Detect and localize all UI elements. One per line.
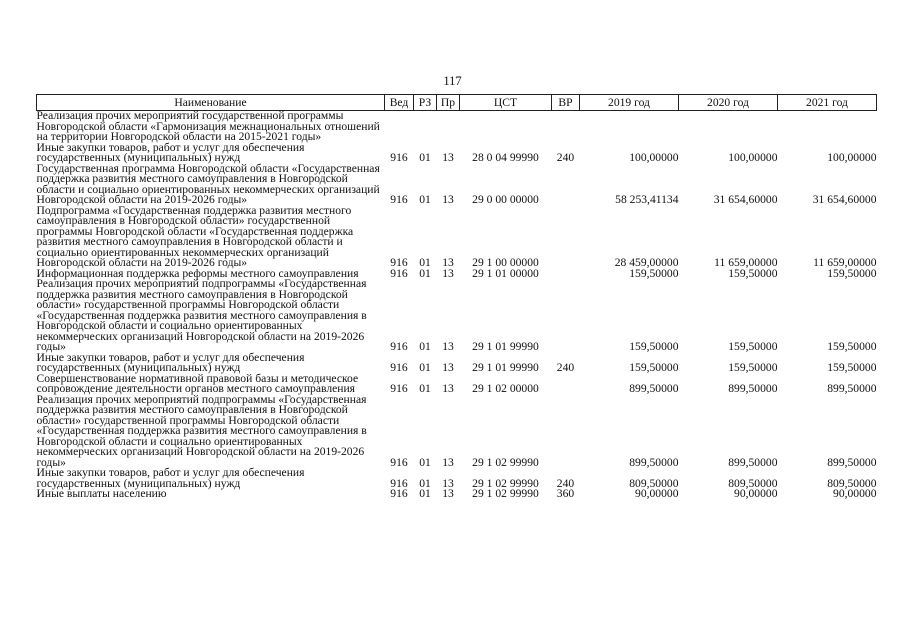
row-ved: 916 bbox=[390, 151, 408, 164]
row-rz: 01 bbox=[419, 193, 431, 206]
table-row bbox=[37, 164, 877, 206]
row-pr: 13 bbox=[442, 266, 454, 280]
row-cst: 29 1 01 00000 bbox=[472, 266, 539, 280]
row-name: Реализация прочих мероприятий подпрограммы «Государственная поддержка развития местного самоуправления в Новгородской области» государственной программы Новгородской области «Государственная поддержка развития местного самоуправления в Новгородской области и социально ориентированных некоммерческих организаций Новгородской области на 2019-2026 годы» bbox=[36, 277, 367, 353]
row-rz: 01 bbox=[419, 476, 431, 490]
row-rz: 01 bbox=[419, 361, 431, 374]
row-name: Государственная программа Новгородской области «Государственная поддержка развития местного самоуправления в Новгородской области и социально ориентированных некоммерческих организаций Новгородской области на 2019-2026 годы» bbox=[36, 161, 380, 206]
row-2021: 159,50000 bbox=[827, 361, 877, 374]
row-2019: 899,50000 bbox=[629, 382, 679, 395]
row-ved: 916 bbox=[390, 256, 408, 269]
budget-table bbox=[36, 94, 877, 500]
row-2019: 159,50000 bbox=[629, 266, 679, 280]
column-header-2019: 2019 год bbox=[580, 95, 679, 111]
row-vr: 240 bbox=[556, 361, 575, 374]
row-ved: 916 bbox=[390, 476, 408, 490]
column-header-ved: Вед bbox=[385, 95, 414, 111]
table-row bbox=[37, 143, 877, 164]
row-pr: 13 bbox=[442, 476, 454, 490]
row-name: Иные закупки товаров, работ и услуг для обеспечения государственных (муниципальных) нужд bbox=[36, 466, 305, 490]
row-2019: 28 459,00000 bbox=[614, 256, 679, 269]
row-ved: 916 bbox=[390, 193, 408, 206]
table-row bbox=[37, 468, 877, 489]
column-header-2020: 2020 год bbox=[679, 95, 778, 111]
row-vr bbox=[552, 206, 580, 269]
row-cst: 28 0 04 99990 bbox=[472, 151, 539, 164]
table-row bbox=[37, 374, 877, 395]
row-2019: 100,00000 bbox=[629, 151, 679, 164]
row-2021 bbox=[778, 111, 877, 143]
row-pr: 13 bbox=[442, 340, 454, 353]
row-rz: 01 bbox=[419, 151, 431, 164]
row-pr: 13 bbox=[442, 193, 454, 206]
row-name: Иные закупки товаров, работ и услуг для обеспечения государственных (муниципальных) нужд bbox=[36, 140, 305, 164]
row-ved: 916 bbox=[390, 361, 408, 374]
row-2021: 90,00000 bbox=[833, 487, 877, 500]
row-2019: 159,50000 bbox=[629, 340, 679, 353]
row-name: Иные выплаты населению bbox=[36, 487, 167, 500]
row-vr bbox=[552, 269, 580, 280]
column-header-name: Наименование bbox=[37, 95, 385, 111]
row-pr: 13 bbox=[442, 382, 454, 395]
table-row bbox=[37, 111, 877, 143]
row-name: Совершенствование нормативной правовой базы и методическое сопровождение деятельности органов местного самоуправления bbox=[36, 371, 359, 395]
row-name: Реализация прочих мероприятий государственной программы Новгородской области «Гармонизация межнациональных отношений на территории Новгородской области на 2015-2021 годы» bbox=[36, 109, 380, 143]
row-ved: 916 bbox=[390, 266, 408, 280]
row-2020: 899,50000 bbox=[728, 455, 778, 469]
row-cst: 29 1 02 00000 bbox=[472, 382, 539, 395]
column-header-2021: 2021 год bbox=[778, 95, 877, 111]
row-2021: 159,50000 bbox=[827, 266, 877, 280]
row-2019: 90,00000 bbox=[635, 487, 679, 500]
row-rz: 01 bbox=[419, 340, 431, 353]
row-2020: 159,50000 bbox=[728, 361, 778, 374]
row-vr: 240 bbox=[556, 476, 575, 490]
column-header-cst: ЦСТ bbox=[460, 95, 552, 111]
row-2021: 159,50000 bbox=[827, 340, 877, 353]
row-vr: 360 bbox=[556, 487, 575, 500]
row-2020: 159,50000 bbox=[728, 340, 778, 353]
row-ved: 916 bbox=[390, 455, 408, 469]
row-name: Реализация прочих мероприятий подпрограммы «Государственная поддержка развития местного самоуправления в Новгородской области» государственной программы Новгородской области «Государственная поддержка развития местного самоуправления в Новгородской области и социально ориентированных некоммерческих организаций Новгородской области на 2019-2026 годы» bbox=[36, 392, 367, 469]
row-2020 bbox=[679, 111, 778, 143]
row-name: Иные закупки товаров, работ и услуг для обеспечения государственных (муниципальных) нужд bbox=[36, 350, 305, 374]
page-number: 117 bbox=[443, 74, 462, 88]
row-pr bbox=[437, 111, 460, 143]
column-header-pr: Пр bbox=[437, 95, 460, 111]
row-2021: 899,50000 bbox=[827, 455, 877, 469]
row-rz bbox=[414, 111, 437, 143]
row-rz: 01 bbox=[419, 455, 431, 469]
row-rz: 01 bbox=[419, 266, 431, 280]
row-pr: 13 bbox=[442, 487, 454, 500]
row-cst: 29 1 02 99990 bbox=[472, 487, 539, 500]
row-2021: 809,50000 bbox=[827, 476, 877, 490]
row-rz: 01 bbox=[419, 382, 431, 395]
row-vr bbox=[552, 374, 580, 395]
row-vr bbox=[552, 395, 580, 469]
row-cst: 29 0 00 00000 bbox=[472, 193, 539, 206]
row-ved: 916 bbox=[390, 382, 408, 395]
row-2020: 159,50000 bbox=[728, 266, 778, 280]
row-cst: 29 1 00 00000 bbox=[472, 256, 539, 269]
row-2019: 159,50000 bbox=[629, 361, 679, 374]
row-2021: 31 654,60000 bbox=[812, 193, 877, 206]
row-ved: 916 bbox=[390, 340, 408, 353]
row-rz: 01 bbox=[419, 256, 431, 269]
table-row bbox=[37, 206, 877, 269]
row-vr bbox=[552, 111, 580, 143]
row-2019: 899,50000 bbox=[629, 455, 679, 469]
row-cst: 29 1 02 99990 bbox=[472, 476, 539, 490]
row-vr bbox=[552, 164, 580, 206]
row-cst bbox=[460, 111, 552, 143]
row-2020: 100,00000 bbox=[728, 151, 778, 164]
row-vr bbox=[552, 279, 580, 353]
row-pr: 13 bbox=[442, 256, 454, 269]
row-pr: 13 bbox=[442, 455, 454, 469]
row-2021: 100,00000 bbox=[827, 151, 877, 164]
row-cst: 29 1 01 99990 bbox=[472, 340, 539, 353]
row-2021: 11 659,00000 bbox=[813, 256, 877, 269]
row-2020: 11 659,00000 bbox=[714, 256, 778, 269]
row-cst: 29 1 01 99990 bbox=[472, 361, 539, 374]
row-2019: 58 253,41134 bbox=[615, 193, 679, 206]
row-vr: 240 bbox=[556, 151, 575, 164]
table-row bbox=[37, 489, 877, 500]
row-name: Подпрограмма «Государственная поддержка развития местного самоуправления в Новгородской области» государственной программы Новгородской области «Государственная поддержка развития местного самоуправления в Новгородской области и социально ориентированных некоммерческих организаций Новгородской области на 2019-2026 годы» bbox=[36, 203, 354, 269]
column-header-rz: РЗ bbox=[414, 95, 437, 111]
row-rz: 01 bbox=[419, 487, 431, 500]
row-cst: 29 1 02 99990 bbox=[472, 455, 539, 469]
table-row bbox=[37, 395, 877, 469]
row-pr: 13 bbox=[442, 151, 454, 164]
row-2020: 31 654,60000 bbox=[713, 193, 778, 206]
row-2020: 809,50000 bbox=[728, 476, 778, 490]
row-name: Информационная поддержка реформы местного самоуправления bbox=[36, 266, 359, 280]
row-2020: 90,00000 bbox=[734, 487, 778, 500]
row-ved: 916 bbox=[390, 487, 408, 500]
row-2020: 899,50000 bbox=[728, 382, 778, 395]
row-2021: 899,50000 bbox=[827, 382, 877, 395]
table-row bbox=[37, 279, 877, 353]
table-row bbox=[37, 353, 877, 374]
row-pr: 13 bbox=[442, 361, 454, 374]
row-ved bbox=[385, 111, 414, 143]
row-2019 bbox=[580, 111, 679, 143]
row-2019: 809,50000 bbox=[629, 476, 679, 490]
column-header-vr: ВР bbox=[552, 95, 580, 111]
